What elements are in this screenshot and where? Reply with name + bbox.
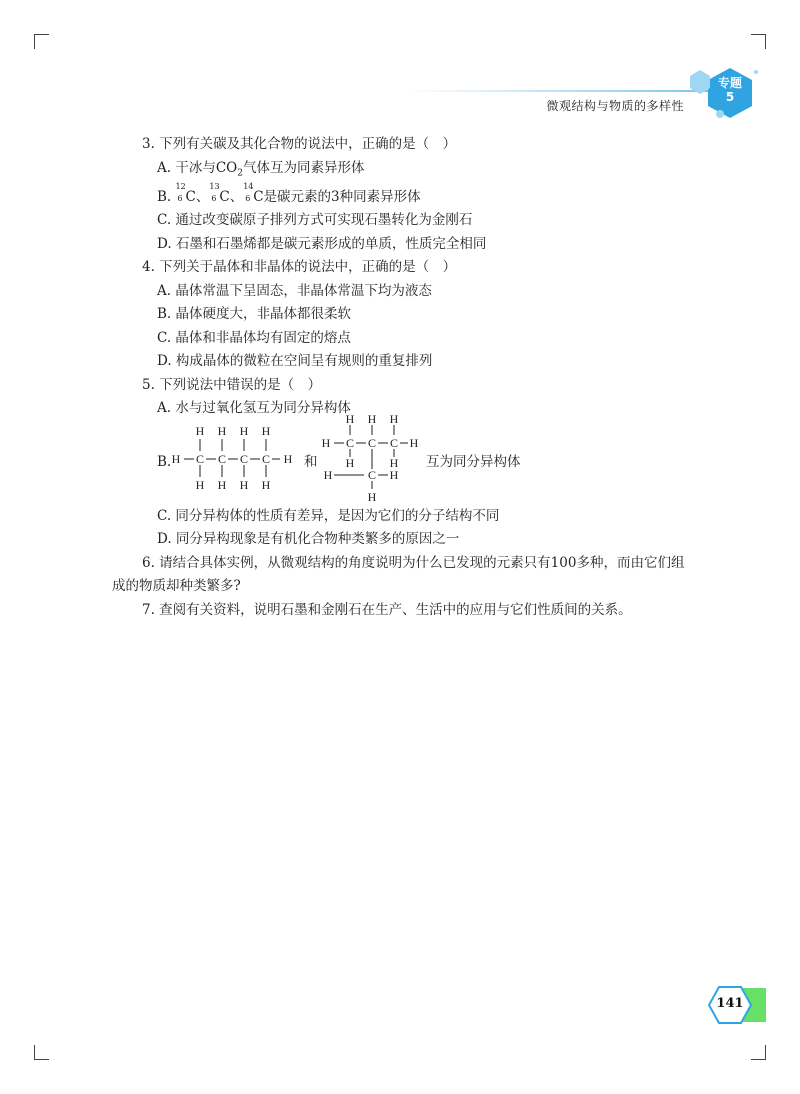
isotope-symbol: C bbox=[219, 188, 230, 205]
isotope-label: 13 6 bbox=[209, 181, 220, 203]
isobutane-structural-formula bbox=[320, 411, 420, 505]
chapter-badge-number: 5 bbox=[725, 90, 735, 104]
question-3-option-c: C. 通过改变碳原子排列方式可实现石墨转化为金刚石 bbox=[157, 212, 473, 229]
q5-b-label: B. bbox=[157, 453, 172, 470]
atom-c: C bbox=[217, 451, 227, 466]
crop-mark-bottom-left bbox=[34, 1045, 49, 1060]
section-title: 微观结构与物质的多样性 bbox=[546, 99, 684, 113]
atom-h: H bbox=[389, 411, 399, 426]
question-5-option-d: D. 同分异构现象是有机化合物种类繁多的原因之一 bbox=[157, 531, 460, 548]
atom-h: H bbox=[217, 477, 227, 492]
q3-a-prefix: A. 干冰与CO bbox=[157, 159, 238, 176]
question-6-line-2: 成的物质却种类繁多? bbox=[112, 578, 241, 595]
crop-mark-top-right bbox=[751, 34, 766, 49]
atom-c: C bbox=[261, 451, 271, 466]
q3-b-prefix: B. bbox=[157, 188, 176, 205]
atom-h: H bbox=[171, 451, 181, 466]
header-rule bbox=[408, 90, 708, 92]
question-5-option-c: C. 同分异构体的性质有差异，是因为它们的分子结构不同 bbox=[157, 507, 500, 524]
atom-h: H bbox=[283, 451, 293, 466]
atom-h: H bbox=[239, 423, 249, 438]
question-4-option-d: D. 构成晶体的微粒在空间呈有规则的重复排列 bbox=[157, 353, 433, 370]
page-number-badge bbox=[708, 985, 766, 1025]
isotope-label: 12 6 bbox=[175, 181, 186, 203]
q5-b-and: 和 bbox=[304, 453, 318, 470]
atom-c: C bbox=[345, 435, 355, 450]
separator: 、 bbox=[195, 188, 210, 205]
atom-h: H bbox=[389, 455, 399, 470]
atom-h: H bbox=[195, 423, 205, 438]
atom-h: H bbox=[261, 423, 271, 438]
atom-c: C bbox=[239, 451, 249, 466]
question-3-option-b bbox=[112, 181, 692, 210]
atom-h: H bbox=[389, 467, 399, 482]
atom-h: H bbox=[323, 467, 333, 482]
question-7: 7. 查阅有关资料，说明石墨和金刚石在生产、生活中的应用与它们性质间的关系。 bbox=[142, 601, 632, 618]
atom-h: H bbox=[409, 435, 419, 450]
isotope-symbol: C bbox=[253, 188, 264, 205]
atom-h: H bbox=[239, 477, 249, 492]
crop-mark-top-left bbox=[34, 34, 49, 49]
q3-b-suffix: 是碳元素的3种同素异形体 bbox=[263, 188, 421, 205]
question-4-stem: 4. 下列关于晶体和非晶体的说法中，正确的是（ ） bbox=[142, 259, 457, 276]
question-5-option-b bbox=[112, 411, 692, 505]
atom-h: H bbox=[367, 411, 377, 426]
separator: 、 bbox=[229, 188, 244, 205]
atom-h: H bbox=[345, 411, 355, 426]
atom-c: C bbox=[389, 435, 399, 450]
question-5-stem: 5. 下列说法中错误的是（ ） bbox=[142, 376, 322, 393]
butane-structural-formula bbox=[170, 421, 300, 505]
atom-c: C bbox=[367, 435, 377, 450]
atom-c: C bbox=[367, 467, 377, 482]
exercise-list bbox=[112, 133, 692, 622]
question-4-option-c: C. 晶体和非晶体均有固定的熔点 bbox=[157, 329, 351, 346]
isotope-label: 14 6 bbox=[243, 181, 254, 203]
atom-h: H bbox=[367, 489, 377, 504]
atom-h: H bbox=[195, 477, 205, 492]
atom-h: H bbox=[261, 477, 271, 492]
q3-a-suffix: 气体互为同素异形体 bbox=[242, 159, 365, 176]
atom-c: C bbox=[195, 451, 205, 466]
atom-h: H bbox=[217, 423, 227, 438]
page-header bbox=[0, 60, 800, 130]
atom-h: H bbox=[321, 435, 331, 450]
chapter-badge-text bbox=[710, 76, 750, 104]
q3-a-subscript: 2 bbox=[237, 168, 243, 179]
question-4-option-a: A. 晶体常温下呈固态，非晶体常温下均为液态 bbox=[157, 282, 432, 299]
question-4-option-b: B. 晶体硬度大，非晶体都很柔软 bbox=[157, 306, 352, 323]
question-3-stem: 3. 下列有关碳及其化合物的说法中，正确的是（ ） bbox=[142, 136, 457, 152]
atom-h: H bbox=[345, 455, 355, 470]
isotope-symbol: C bbox=[185, 188, 196, 205]
crop-mark-bottom-right bbox=[751, 1045, 766, 1060]
question-6-line-1: 6. 请结合具体实例，从微观结构的角度说明为什么已发现的元素只有100多种，而由它们组 bbox=[142, 554, 685, 571]
q5-b-suffix: 互为同分异构体 bbox=[426, 453, 521, 470]
page-number: 141 bbox=[716, 996, 744, 1011]
question-3-option-a bbox=[112, 157, 692, 186]
question-3-option-d: D. 石墨和石墨烯都是碳元素形成的单质，性质完全相同 bbox=[157, 235, 487, 252]
chapter-badge-label: 专题 bbox=[717, 76, 742, 90]
question-5-option-a: A. 水与过氧化氢互为同分异构体 bbox=[157, 400, 351, 417]
